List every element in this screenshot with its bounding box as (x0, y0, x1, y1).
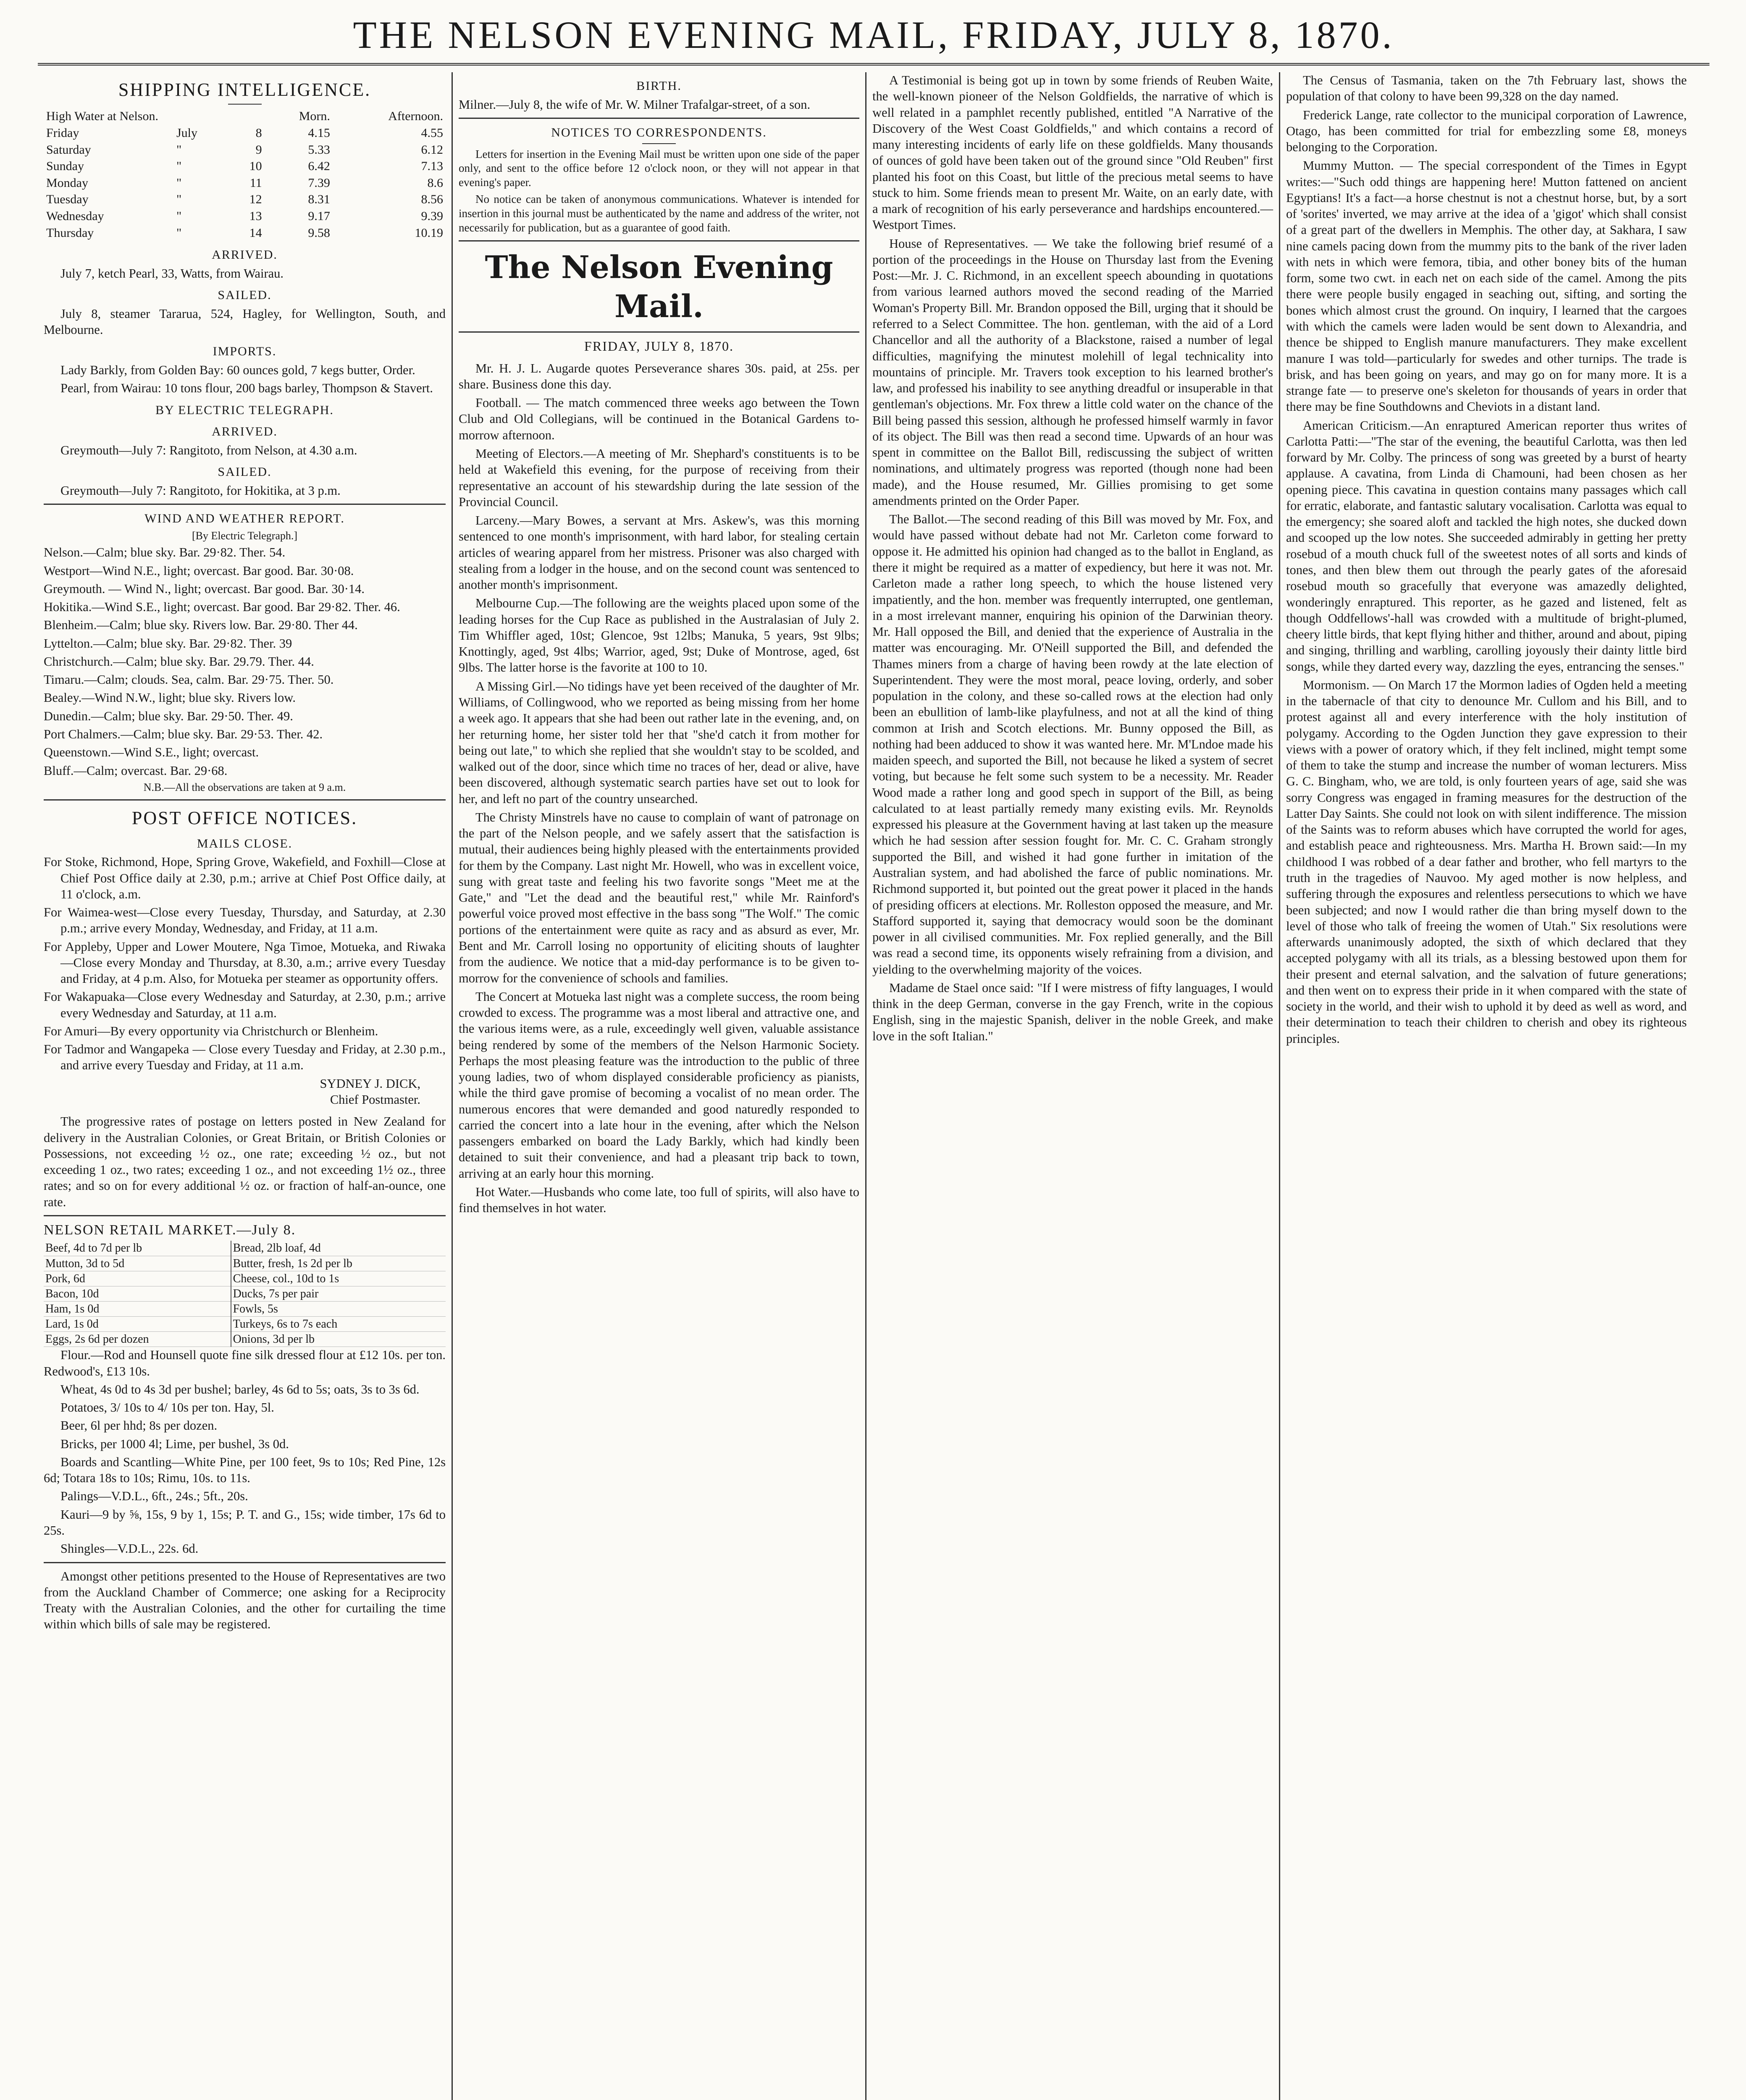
tide-cell: 8 (255, 126, 262, 140)
weather-report-item: Greymouth. — Wind N., light; overcast. Bar good. Bar. 30·14. (44, 581, 365, 596)
market-row (44, 1256, 446, 1271)
notices-title: NOTICES TO CORRESPONDENTS. (551, 125, 767, 139)
import-item: Pearl, from Wairau: 10 tons flour, 200 bags barley, Thompson & Stavert. (60, 381, 433, 396)
weather-report-item: Bluff.—Calm; overcast. Bar. 29·68. (44, 763, 228, 778)
article-paragraph: The Census of Tasmania, taken on the 7th February last, shows the population of that colony to have been 99,328 on the day named. (1286, 73, 1687, 104)
market-cell: Fowls, 5s (231, 1301, 446, 1316)
birth-notice: Milner.—July 8, the wife of Mr. W. Milner Trafalgar-street, of a son. (459, 97, 811, 112)
weather-report-item: Nelson.—Calm; blue sky. Bar. 29·82. Ther. 54. (44, 545, 286, 560)
postage-rates: The progressive rates of postage on letters posted in New Zealand for delivery in the Australian Colonies, or Great Britain, or British Colonies or Possessions, not exceeding ½ oz., one rate; exceeding ½ oz., but not exceeding 1 oz., two rates; exceeding 1 oz., and not exceeding 1½ oz., three rates; and so on for every additional ½ oz. or fraction of half-an-ounce, one rate. (44, 1114, 446, 1209)
market-cell: Turkeys, 6s to 7s each (231, 1317, 446, 1332)
column-4 (1279, 72, 1693, 2100)
birth-heading: BIRTH. (636, 79, 682, 93)
divider (44, 799, 446, 801)
article-paragraph: Madame de Stael once said: "If I were mistress of fifty languages, I would think in the deep German, converse in the gay French, write in the copious English, sing in the majestic Spanish, deliver in the noble Greek, and make love in the soft Italian." (872, 980, 1273, 1043)
masthead-rule (38, 63, 1709, 66)
telegraph-heading: BY ELECTRIC TELEGRAPH. (155, 403, 334, 417)
shipping-title: SHIPPING INTELLIGENCE. (118, 79, 371, 100)
market-row (44, 1301, 446, 1316)
tide-cell: 8.31 (308, 192, 330, 207)
tide-cell: " (176, 226, 182, 240)
tel-arrived-text: Greymouth—July 7: Rangitoto, from Nelson, at 4.30 a.m. (60, 443, 357, 457)
mail-close-item: For Wakapuaka—Close every Wednesday and Saturday, at 2.30, p.m.; arrive every Wednesday and Saturday, at 11 a.m. (44, 990, 446, 1020)
divider (642, 143, 676, 144)
weather-note: N.B.—All the observations are taken at 9 a.m. (143, 781, 346, 793)
tel-sailed-heading: SAILED. (218, 465, 272, 479)
article-paragraph: The Concert at Motueka last night was a complete success, the room being crowded to excess. The programme was a most liberal and attractive one, and the various items were, as a rule, exceedingly well given, valuable assistance being rendered by some of the members of the Nelson Harmonic Society. Perhaps the most pleasing feature was the introduction to the public of three young ladies, two of whom displayed considerable proficiency as pianists, while the third gave promise of becoming a vocalist of no mean order. The numerous encores that were demanded and good naturedly responded to carried the concert into a late hour in the evening, after which the Nelson passengers embarked on board the Lady Barkly, which had kindly been detained to suit their convenience, and had a pleasant trip back to town, arriving at an early hour this morning. (459, 989, 859, 1181)
tide-row (44, 158, 446, 175)
market-notes (44, 1347, 446, 1557)
column-1 (38, 72, 452, 2100)
tide-header-afternoon: Afternoon. (388, 109, 443, 123)
tide-cell: 7.13 (421, 159, 443, 173)
divider (44, 1215, 446, 1216)
imports-heading: IMPORTS. (213, 344, 277, 359)
divider (459, 331, 859, 333)
tide-cell: 9.17 (308, 209, 330, 223)
market-note: Palings—V.D.L., 6ft., 24s.; 5ft., 20s. (60, 1489, 248, 1504)
tide-cell: July (176, 126, 197, 140)
post-office-title: POST OFFICE NOTICES. (131, 808, 358, 829)
tide-cell: 8.56 (421, 192, 443, 207)
tide-cell: Wednesday (46, 209, 104, 223)
tide-row (44, 208, 446, 225)
weather-heading: WIND AND WEATHER REPORT. (144, 512, 345, 526)
tide-cell: 14 (249, 226, 262, 240)
market-cell: Pork, 6d (44, 1271, 231, 1286)
weather-list (44, 544, 446, 778)
market-cell: Eggs, 2s 6d per dozen (44, 1332, 231, 1347)
market-note: Boards and Scantling—White Pine, per 100 feet, 9s to 10s; Red Pine, 12s 6d; Totara 18s to 10s; Rimu, 10s. to 11s. (44, 1454, 446, 1486)
tide-cell: 10 (249, 159, 262, 173)
mail-close-item: For Waimea-west—Close every Tuesday, Thursday, and Saturday, at 2.30 p.m.; arrive every Monday, Wednesday, and Friday, at 11 a.m. (44, 905, 446, 936)
tide-cell: 5.33 (308, 142, 330, 157)
tide-table (44, 108, 446, 241)
market-row (44, 1271, 446, 1286)
market-cell: Onions, 3d per lb (231, 1332, 446, 1347)
mail-close-item: For Amuri—By every opportunity via Christchurch or Blenheim. (44, 1024, 378, 1038)
tide-header-morn: Morn. (299, 109, 330, 123)
market-row (44, 1317, 446, 1332)
mails-list (44, 854, 446, 1073)
market-note: Wheat, 4s 0d to 4s 3d per bushel; barley, 4s 6d to 5s; oats, 3s to 3s 6d. (60, 1382, 420, 1396)
article-paragraph: Mr. H. J. L. Augarde quotes Perseverance shares 30s. paid, at 25s. per share. Business done this day. (459, 361, 859, 391)
arrived-heading: ARRIVED. (212, 248, 278, 262)
tide-cell: 9 (255, 142, 262, 157)
tide-row (44, 175, 446, 192)
mail-close-item: For Tadmor and Wangapeka — Close every Tuesday and Friday, at 2.30 p.m., and arrive every Tuesday and Friday, at 11 a.m. (44, 1042, 446, 1073)
article-paragraph: Mormonism. — On March 17 the Mormon ladies of Ogden held a meeting in the tabernacle of that city to denounce Mr. Cullom and his Bill, and to protest against all and every interference with the holy institution of polygamy. According to the Ogden Junction they gave expression to their views with a power of oratory which, if they felt inclined, might tempt some of them to take the stump and increase the number of woman lecturers. Miss G. C. Bingham, who, we are told, is only fourteen years of age, said she was sorry Congress was engaged in framing measures for the destruction of the Latter Day Saints. She could not look on with silent indifference. The mission of the Saints was to reform abuses which have corrupted the world for ages, and establish peace and righteousness. Mrs. Martha H. Brown said:—In my childhood I was robbed of a dear father and brother, who fell martyrs to the truth in the tragedies of Nauvoo. My aged mother is now helpless, and suffering through the exposures and relentless persecutions to which we have been subjected; and now I would rather die than bring myself down to the level of those who talk of freeing the women of Utah." Six resolutions were afterwards unanimously adopted, the sixth of which declared that they accepted polygamy with all its trials, as a blessing bestowed upon them for their present and eternal salvation, and the salvation of future generations; and then went on to express their pride in it when compared with the state of society in the world, and their wish to uphold it by deed as well as word, and their determination to teach their children to cherish and obey its righteous principles. (1286, 677, 1687, 1046)
article-paragraph: The Christy Minstrels have no cause to complain of want of patronage on the part of the Nelson people, and we safely assert that the satisfaction is mutual, their audiences being highly pleased with the entertainments provided for them by the Company. Last night Mr. Howell, who was in excellent voice, sung with great taste and feeling his two favorite songs "Meet me at the Gate," and "Let the dead and the beautiful rest," while Mr. Rainford's powerful voice proved most effective in the bass song "The Wolf." The comic portions of the entertainment were quite as racy and as absurd as ever, Mr. Bent and Mr. Carroll losing no opportunity of eliciting shouts of laughter from the audience. We notice that a mid-day performance is to be given to-morrow for the convenience of schools and families. (459, 810, 859, 985)
market-cell: Ducks, 7s per pair (231, 1286, 446, 1301)
column-2 (452, 72, 865, 2100)
tide-cell: 8.6 (427, 176, 443, 190)
market-cell: Lard, 1s 0d (44, 1317, 231, 1332)
tel-sailed-text: Greymouth—July 7: Rangitoto, for Hokitika, at 3 p.m. (60, 483, 341, 498)
tide-cell: " (176, 192, 182, 207)
weather-report-item: Bealey.—Wind N.W., light; blue sky. Rivers low. (44, 690, 296, 705)
tide-cell: Friday (46, 126, 79, 140)
divider (459, 240, 859, 242)
column-2-articles (459, 360, 859, 1216)
tide-cell: 6.12 (421, 142, 443, 157)
article-paragraph: Meeting of Electors.—A meeting of Mr. Shephard's constituents is to be held at Wakefield this evening, for the purpose of receiving from their representative an account of his stewardship during the late session of the Provincial Council. (459, 446, 859, 509)
weather-report-item: Dunedin.—Calm; blue sky. Bar. 29·50. Ther. 49. (44, 709, 293, 723)
market-cell: Bacon, 10d (44, 1286, 231, 1301)
postmaster-title: Chief Postmaster. (330, 1092, 420, 1107)
article-paragraph: A Missing Girl.—No tidings have yet been received of the daughter of Mr. Williams, of Collingwood, who we reported as being missing from her home a week ago. It appears that she had been out rather late in the evening, and, on her returning home, her sister told her that "she'd catch it from mother for being out late," to which she replied that she wouldn't stay to be scolded, and walked out of the door, since which time no traces of her, dead or alive, have been discovered, although systematic search parties have set out to look for her, and left no part of the country unsearched. (459, 679, 859, 806)
date-line: FRIDAY, JULY 8, 1870. (584, 338, 734, 354)
market-row (44, 1241, 446, 1256)
mail-close-item: For Appleby, Upper and Lower Moutere, Nga Timoe, Motueka, and Riwaka—Close every Monday and Thursday, at 8.30, a.m.; arrive every Tuesday and Friday, at 4 p.m. Also, for Motueka per steamer as opportunity offers. (44, 939, 446, 986)
market-note: Bricks, per 1000 4l; Lime, per bushel, 3s 0d. (60, 1436, 289, 1451)
tide-cell: " (176, 159, 182, 173)
article-paragraph: Hot Water.—Husbands who come late, too full of spirits, will also have to find themselves in hot water. (459, 1184, 859, 1215)
weather-subheading: [By Electric Telegraph.] (192, 529, 298, 542)
market-cell: Bread, 2lb loaf, 4d (231, 1241, 446, 1256)
market-cell: Cheese, col., 10d to 1s (231, 1271, 446, 1286)
notice-item: Letters for insertion in the Evening Mail must be written upon one side of the paper only, and sent to the office before 12 o'clock noon, or they will not appear in that evening's paper. (459, 147, 859, 189)
market-cell: Butter, fresh, 1s 2d per lb (231, 1256, 446, 1271)
paper-title: The Nelson Evening Mail. (485, 249, 833, 325)
page-columns (38, 72, 1709, 2100)
weather-report-item: Timaru.—Calm; clouds. Sea, calm. Bar. 29·75. Ther. 50. (44, 672, 334, 687)
weather-report-item: Port Chalmers.—Calm; blue sky. Bar. 29·53. Ther. 42. (44, 727, 323, 741)
weather-report-item: Christchurch.—Calm; blue sky. Bar. 29.79. Ther. 44. (44, 654, 314, 669)
tide-cell: 7.39 (308, 176, 330, 190)
column-3-articles (872, 72, 1273, 1044)
tide-cell: 9.39 (421, 209, 443, 223)
market-table (44, 1241, 446, 1347)
tide-cell: 4.15 (308, 126, 330, 140)
tide-cell: Tuesday (46, 192, 89, 207)
tide-cell: Saturday (46, 142, 91, 157)
article-paragraph: Larceny.—Mary Bowes, a servant at Mrs. Askew's, was this morning sentenced to one month's imprisonment, with hard labor, for stealing certain articles of wearing apparel from her mistress. Prisoner was also charged with stealing from a lodger in the house, and on the second count was sentenced to another month's imprisonment. (459, 513, 859, 592)
tide-cell: 13 (249, 209, 262, 223)
article-paragraph: A Testimonial is being got up in town by some friends of Reuben Waite, the well-known pioneer of the Nelson Goldfields, the narrative of which is well related in a pamphlet recently published, entitled "A Narrative of the Discovery of the West Coast Goldfields," and which contains a record of many interesting incidents of early life on these goldfields. Many thousands of ounces of gold have been taken out of the ground since "Old Reuben" first planted his foot on this Coast, but little of the precious metal seems to have stuck to him. Some friends mean to present Mr. Waite, on an early date, with a mark of recognition of his early perseverance and hardships encountered.—Westport Times. (872, 73, 1273, 232)
sailed-heading: SAILED. (218, 288, 272, 302)
sailed-text: July 8, steamer Tararua, 524, Hagley, for Wellington, South, and Melbourne. (44, 306, 446, 337)
tide-cell: Monday (46, 176, 88, 190)
import-item: Lady Barkly, from Golden Bay: 60 ounces gold, 7 kegs butter, Order. (60, 363, 415, 378)
tide-cell: Thursday (46, 226, 94, 240)
tel-arrived-heading: ARRIVED. (212, 425, 278, 439)
tide-cell: " (176, 209, 182, 223)
article-paragraph: Football. — The match commenced three weeks ago between the Town Club and Old Collegians, will be continued in the Botanical Gardens to-morrow afternoon. (459, 396, 859, 442)
tide-row (44, 191, 446, 208)
tide-cell: " (176, 176, 182, 190)
market-row (44, 1332, 446, 1347)
tide-header-place: High Water at Nelson. (46, 109, 158, 123)
market-cell: Beef, 4d to 7d per lb (44, 1241, 231, 1256)
weather-report-item: Lyttelton.—Calm; blue sky. Bar. 29·82. Ther. 39 (44, 636, 292, 651)
column-4-articles (1286, 72, 1687, 1047)
market-title: NELSON RETAIL MARKET.—July 8. (44, 1222, 296, 1238)
divider (44, 1562, 446, 1563)
amongst-paragraph: Amongst other petitions presented to the House of Representatives are two from the Auckland Chamber of Commerce; one asking for a Reciprocity Treaty with the Australian Colonies, and the other for curtailing the time within which bills of sale may be registered. (44, 1569, 446, 1632)
weather-report-item: Queenstown.—Wind S.E., light; overcast. (44, 745, 259, 760)
tide-cell: Sunday (46, 159, 84, 173)
article-paragraph: The Ballot.—The second reading of this Bill was moved by Mr. Fox, and would have passed without debate had not Mr. Carleton come forward to oppose it. He admitted his opinion had changed as to the ballot in England, as there it might be required as a matter of expediency, but here it was not. Mr. Carleton made a rather long speech, to which the house listened very impatiently, and the hon. member was frequently interrupted, one gentleman, in a most irrelevant manner, enquiring his opinion of the Darwinian theory. Mr. Hall opposed the Bill, and denied that the experience of Australia in the matter was encouraging. Mr. O'Neill supported the Bill, and defended the Thames miners from a charge of having been rowdy at the late election of Superintendent. They were the most moral, peace loving, orderly, and sober population in the colony, and these so-called rows at the election had only been an ebullition of lamb-like playfulness, and not at all the kind of thing common at Irish and Scotch elections. Mr. Bunny opposed the Bill, as nothing had been adduced to show it was wanted here. Mr. M'Lndoe made his maiden speech, and suported the Bill, not because he liked a system of secret voting, but because he felt some such system to be a necessity. Mr. Reader Wood made a rather long and good spech in support of the Bill, as being calculated to at least partially remedy many existing evils. Mr. Reynolds expressed his pleasure at the Government having at last taken up the measure which he had session after session fought for. Mr. C. C. Graham strongly supported the Bill, and wished it had gone further in imitation of the Australian system, and had abolished the farce of public nominations. Mr. Richmond supported it, but pointed out the great power it placed in the hands of presiding officers at elections. Mr. Rolleston opposed the measure, and Mr. Stafford supported it, saying that democracy would soon be the dominant power in all civilised communities. Mr. Fox replied generally, and the Bill was read a second time, its opponents wisely refraining from a division, and yielding to the overwhelming majority of the voices. (872, 512, 1273, 976)
article-paragraph: Frederick Lange, rate collector to the municipal corporation of Lawrence, Otago, has been committed for trial for embezzling some £8, moneys belonging to the Corporation. (1286, 108, 1687, 155)
article-paragraph: Mummy Mutton. — The special correspondent of the Times in Egypt writes:—"Such odd things are happening here! Mutton fattened on ancient Egyptians! It's a fact—a horse chestnut is not a chestnut horse, but, by a sort of 'sorites' inverted, we may arrive at the idea of a 'gigot' which shall consist of a great part of the dwellers in Memphis. The other day, at Sakhara, I saw nine camels pacing down from the mummy pits to the bank of the river laden with nets in which were femora, tibia, and other boney bits of the human form, some two cwt. in each net on each side of the camel. Among the pits there were people busily engaged in seaching out, sifting, and sorting the bones which almost crust the ground. On inquiry, I learned that the cargoes with which the camels were laden would be sent down to Alexandria, and thence be shipped to English manure manufacturers. They make excellent manure I was told—particularly for swedes and other turnips. The trade is brisk, and has been going on years, and may go on for many more. It is a strange fate — to preserve one's skeleton for thousands of years in order that there may be fine Southdowns and Cheviots in a distant land. (1286, 158, 1687, 414)
tide-row (44, 225, 446, 242)
article-paragraph: Melbourne Cup.—The following are the weights placed upon some of the leading horses for the Cup Race as published in the Australasian of July 2. Tim Whiffler aged, 10st; Glencoe, 9st 12lbs; Manuka, 5 years, 9st 9lbs; Knottingly, aged, 9st 4lbs; Warrior, aged, 9st; Duke of Montrose, aged, 6st 9lbs. The latter horse is the favorite at 100 to 10. (459, 596, 859, 675)
market-cell: Mutton, 3d to 5d (44, 1256, 231, 1271)
tide-cell: " (176, 142, 182, 157)
masthead: THE NELSON EVENING MAIL, FRIDAY, JULY 8, 1870. (353, 13, 1394, 56)
divider (228, 104, 262, 105)
market-row (44, 1286, 446, 1301)
tide-row (44, 142, 446, 158)
market-note: Kauri—9 by ⅝, 15s, 9 by 1, 15s; P. T. and G., 15s; wide timber, 17s 6d to 25s. (44, 1507, 446, 1538)
divider (44, 504, 446, 505)
postmaster-name: SYDNEY J. DICK, (320, 1076, 420, 1091)
tide-cell: 6.42 (308, 159, 330, 173)
arrived-text: July 7, ketch Pearl, 33, Watts, from Wairau. (60, 266, 284, 281)
divider (459, 118, 859, 119)
tide-header (44, 108, 446, 125)
weather-report-item: Blenheim.—Calm; blue sky. Rivers low. Bar. 29·80. Ther 44. (44, 618, 358, 633)
tide-cell: 10.19 (415, 226, 443, 240)
tide-cell: 9.58 (308, 226, 330, 240)
mail-close-item: For Stoke, Richmond, Hope, Spring Grove, Wakefield, and Foxhill—Close at Chief Post Office daily at 2.30, p.m.; arrive at Chief Post Office daily, at 11 o'clock, a.m. (44, 855, 446, 901)
market-note: Flour.—Rod and Hounsell quote fine silk dressed flour at £12 10s. per ton. Redwood's, £13 10s. (44, 1348, 446, 1378)
column-3 (865, 72, 1279, 2100)
mails-heading: MAILS CLOSE. (197, 836, 293, 850)
tide-cell: 12 (249, 192, 262, 207)
weather-report-item: Hokitika.—Wind S.E., light; overcast. Bar good. Bar 29·82. Ther. 46. (44, 600, 400, 614)
market-note: Potatoes, 3/ 10s to 4/ 10s per ton. Hay, 5l. (60, 1400, 274, 1415)
notice-item: No notice can be taken of anonymous communications. Whatever is intended for insertion in this journal must be authenticated by the name and address of the writer, not necessarily for publication, but as a guarantee of good faith. (459, 193, 859, 234)
market-note: Shingles—V.D.L., 22s. 6d. (60, 1541, 199, 1556)
article-paragraph: American Criticism.—An enraptured American reporter thus writes of Carlotta Patti:—"The star of the evening, the beautiful Carlotta, was then led forward by Mr. Colby. The princess of song was greeted by a burst of hearty applause. A cavatina, from Linda di Chamouni, had been chosen as her opening piece. This cavatina in question contains many passages which call for erratic, elaborate, and fantastic salutary vocalisation. Carlotta was equal to the emergency; she soared aloft and tackled the high notes, she ducked down and scooped up the low notes. She succeeded admirably in getting her pretty rosebud of a mouth chuck full of the sweetest notes of all sorts and kinds of tones, and then blew them out through the pearly gates of the aforesaid rosebud mouth so gracefully that everyone was amazedly delighted, wonderingly enraptured. This reporter, as he gazed and listened, felt as though Oddfellows'-hall was crowded with a multitude of bright-plumed, cheery little birds, that kept flying hither and thither, around and about, piping and singing, thrilling and warbling, carolling joyously their dainty little bird songs, while they darted every way, dazzling the eyes, entrancing the senses." (1286, 418, 1687, 674)
market-note: Beer, 6l per hhd; 8s per dozen. (60, 1418, 218, 1433)
tide-cell: 4.55 (421, 126, 443, 140)
tide-row (44, 125, 446, 142)
tide-cell: 11 (249, 176, 262, 190)
market-cell: Ham, 1s 0d (44, 1301, 231, 1316)
weather-report-item: Westport—Wind N.E., light; overcast. Bar good. Bar. 30·08. (44, 563, 354, 578)
article-paragraph: House of Representatives. — We take the following brief resumé of a portion of the proceedings in the House on Thursday last from the Evening Post:—Mr. J. C. Richmond, in an excellent speech abounding in quotations from various learned authors moved the second reading of the Married Woman's Property Bill. Mr. Brandon opposed the Bill, urging that it should be referred to a Select Committee. The hon. gentleman, with the aid of a Lord Chancellor and all the authority of a Blackstone, raised a number of legal difficulties, magnifying the minutest molehill of legal technicality into mountains of principle. Mr. Travers took exception to his learned brother's law, and professed his inability to see anything dreadful or insuperable in that gentleman's objections. Mr. Fox threw a little cold water on the chance of the Bill being passed this session, although he professed himself warmly in favor of its object. The Bill was then read a second time. Upwards of an hour was spent in committee on the Ballot Bill, rediscussing the subject of written nominations, and ultimately progress was reported (though none had been made), and the House resumed, Mr. Gillies promising to get some amendments printed on the Order Paper. (872, 236, 1273, 508)
